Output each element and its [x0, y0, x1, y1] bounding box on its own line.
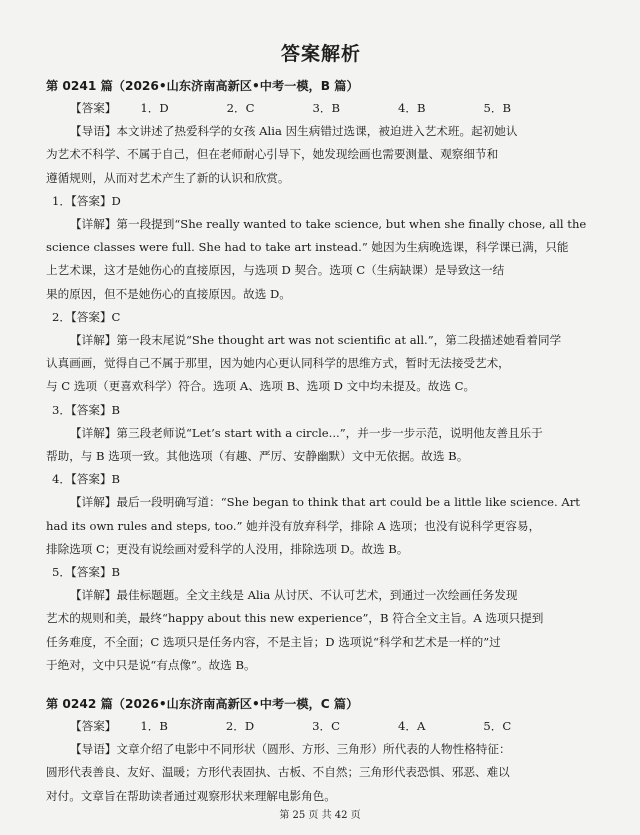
explanation-text-line: 艺术的规则和美，最终“happy about this new experience”，B 符合全文主旨。A 选项只提到 — [46, 611, 544, 626]
article-heading: 第 0241 篇（2026•山东济南高新区•中考一模，B 篇） — [46, 79, 359, 93]
answer-item: 2．C — [226, 101, 255, 115]
answer-item: 2．D — [225, 719, 255, 734]
articles-container — [46, 75, 596, 808]
intro-text-line: 圆形代表善良、友好、温暖；方形代表固执、古板、不自然；三角形代表恐惧、邪恶、难以 — [46, 765, 510, 780]
answer-item: 4．B — [398, 101, 426, 115]
question-answer-heading: 2．【答案】C — [52, 309, 121, 324]
intro-text-line: 为艺术不科学、不属于自己，但在老师耐心引导下，她发现绘画也需要测量、观察细节和 — [46, 147, 499, 162]
article-section — [46, 693, 596, 808]
intro-text-line: 对付。文章旨在帮助读者通过观察形状来理解电影角色。 — [46, 788, 336, 803]
question-answer-heading: 5．【答案】B — [52, 565, 121, 580]
answer-item: 4．A — [398, 719, 426, 734]
explanation-text-line: science classes were full. She had to take art instead.” 她因为生病晚选课，科学课已满，只能 — [46, 240, 569, 255]
explanation-text-line: 【详解】第三段老师说“Let’s start with a circle...”，并一步一步示范，说明他友善且乐于 — [70, 425, 543, 440]
explanation-text-line: 任务难度，不全面；C 选项只是任务内容，不是主旨；D 选项说“科学和艺术是一样的”过 — [46, 634, 501, 649]
page-footer: 第 25 页 共 42 页 — [279, 810, 361, 821]
explanation-text-line: 认真画画，觉得自己不属于那里，因为她内心更认同科学的思维方式，暂时无法接受艺术， — [46, 356, 510, 371]
answer-key-line — [46, 97, 596, 120]
answer-key-line — [46, 715, 596, 738]
intro-text-line: 【导语】文章介绍了电影中不同形状（圆形、方形、三角形）所代表的人物性格特征： — [70, 742, 511, 757]
explanation-text-line: 上艺术课，这才是她伤心的直接原因，与选项 D 契合。选项 C（生病缺课）是导致这一结 — [46, 263, 505, 278]
answer-item: 5．B — [483, 101, 511, 115]
answer-item: 1．B — [140, 719, 168, 734]
answer-item: 1．D — [140, 101, 169, 115]
answer-key-label: 【答案】 — [70, 101, 117, 115]
explanation-text-line: had its own rules and steps, too.” 她并没有放弃科学，排除 A 选项；也没有说科学更容易， — [46, 518, 541, 533]
answer-key-label: 【答案】 — [70, 719, 117, 734]
intro-text-line: 遵循规则，从而对艺术产生了新的认识和欣赏。 — [46, 170, 290, 185]
answer-item: 3．C — [312, 719, 340, 734]
question-answer-heading: 4．【答案】B — [52, 472, 121, 487]
explanation-text-line: 【详解】第一段末尾说“She thought art was not scientific at all.”，第二段描述她看着同学 — [70, 333, 562, 348]
section-gap — [46, 677, 596, 693]
answer-item: 5．C — [483, 719, 512, 734]
explanation-text-line: 【详解】最佳标题题。全文主线是 Alia 从讨厌、不认可艺术，到通过一次绘画任务发现 — [70, 588, 518, 603]
page-title: 答案解析 — [280, 43, 361, 65]
explanation-text-line: 果的原因，但不是她伤心的直接原因。故选 D。 — [46, 286, 291, 301]
question-answer-heading: 3．【答案】B — [52, 402, 121, 417]
answer-item: 3．B — [312, 101, 340, 115]
intro-text-line: 【导语】本文讲述了热爱科学的女孩 Alia 因生病错过选课，被迫进入艺术班。起初她认 — [70, 124, 518, 139]
article-section — [46, 75, 596, 677]
explanation-text-line: 于绝对，文中只是说“有点像”。故选 B。 — [46, 657, 256, 672]
explanation-text-line: 【详解】最后一段明确写道：“She began to think that art could be a little like science. Art — [70, 495, 580, 510]
explanation-text-line: 与 C 选项（更喜欢科学）符合。选项 A、选项 B、选项 D 文中均未提及。故选 C。 — [46, 379, 476, 394]
explanation-text-line: 【详解】第一段提到“She really wanted to take science, but when she finally chose, all the — [70, 217, 587, 232]
explanation-text-line: 排除选项 C；更没有说绘画对爱科学的人没用，排除选项 D。故选 B。 — [46, 541, 409, 556]
explanation-text-line: 帮助，与 B 选项一致。其他选项（有趣、严厉、安静幽默）文中无依据。故选 B。 — [46, 449, 469, 464]
article-heading: 第 0242 篇（2026•山东济南高新区•中考一模，C 篇） — [46, 697, 359, 712]
question-answer-heading: 1．【答案】D — [52, 193, 121, 208]
